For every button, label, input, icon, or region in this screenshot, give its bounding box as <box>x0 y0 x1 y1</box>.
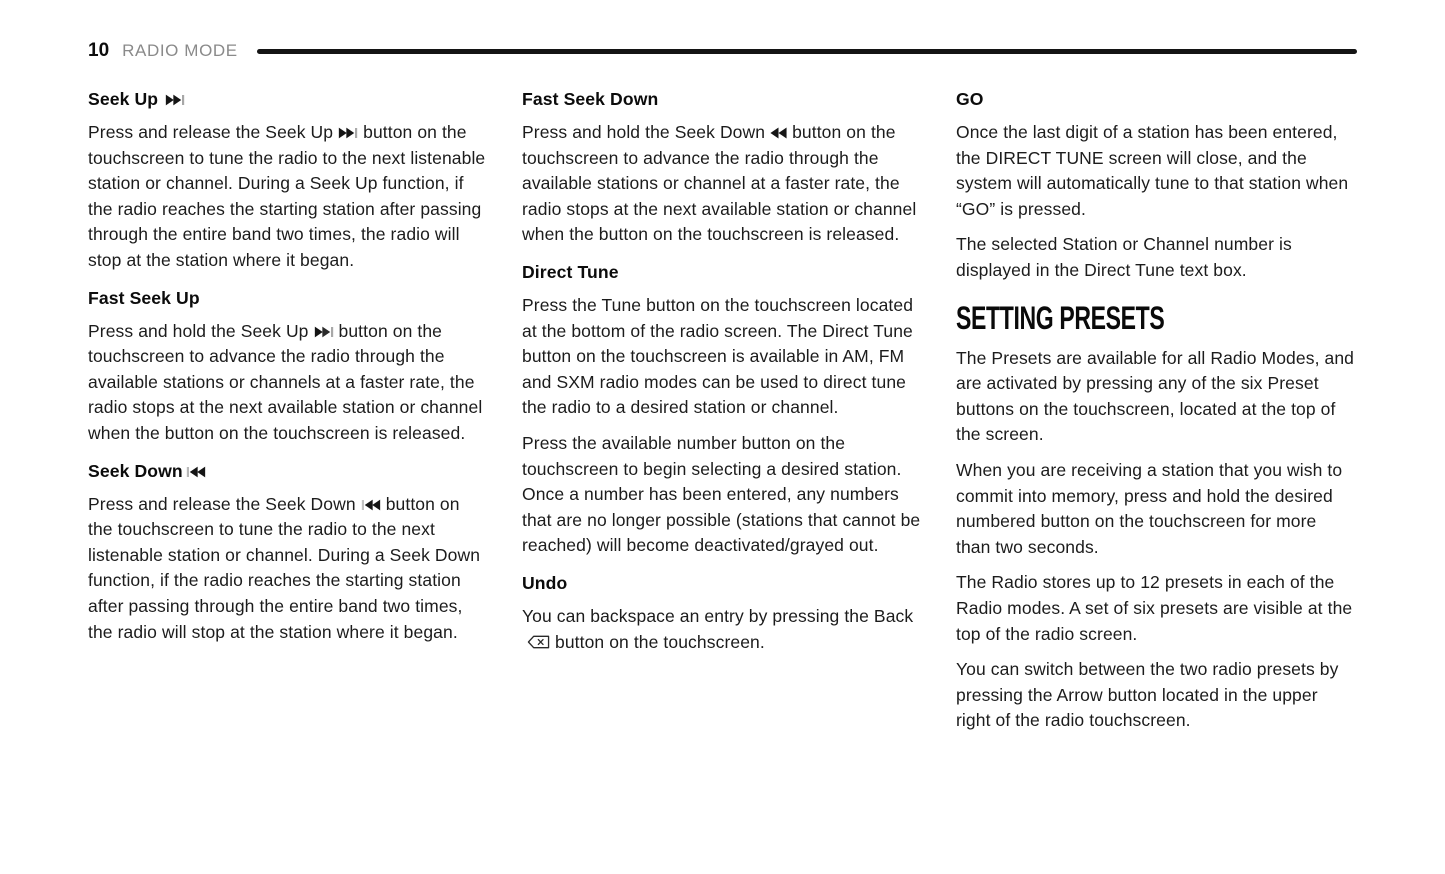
seek-down-heading <box>88 460 487 482</box>
setting-presets-paragraph-1: The Presets are available for all Radio Modes, and are activated by pressing any of the six Preset buttons on the touchscreen, located at the top of the screen. <box>956 347 1354 445</box>
paragraph-text: button on the touchscreen. <box>555 631 765 652</box>
page-header <box>88 41 1357 61</box>
column-middle <box>522 88 921 744</box>
fast-seek-down-heading: Fast Seek Down <box>522 89 659 109</box>
undo-heading: Undo <box>522 572 568 593</box>
chapter-title: RADIO MODE <box>122 41 238 60</box>
seek-down-paragraph <box>88 492 487 646</box>
paragraph-text: Press and release the Seek Down <box>88 493 356 514</box>
go-paragraph-1: Once the last digit of a station has been entered, the DIRECT TUNE screen will close, and the system will automatically tune to that station when “GO” is pressed. <box>956 122 1349 219</box>
undo-paragraph <box>522 604 921 655</box>
setting-presets-paragraph-2: When you are receiving a station that you wish to commit into memory, press and hold the desired numbered button on the touchscreen for more than two seconds. <box>956 459 1343 557</box>
setting-presets-paragraph-3: The Radio stores up to 12 presets in each of the Radio modes. A set of six presets are visible at the top of the radio screen. <box>956 572 1353 644</box>
seek-up-heading <box>88 88 487 110</box>
paragraph-text: Press and release the Seek Up <box>88 122 334 142</box>
heading-text: Seek Up <box>88 89 159 109</box>
heading-text: Seek Down <box>88 460 183 481</box>
go-heading: GO <box>956 89 984 109</box>
paragraph-text: button on the touchscreen to advance the radio through the available stations or channels at a faster rate, the radio stops at the next available station or channel when the button on the touchscreen is released. <box>88 320 483 443</box>
direct-tune-paragraph-1: Press the Tune button on the touchscreen located at the bottom of the radio screen. The Direct Tune button on the touchscreen is available in AM, FM and SXM radio modes can be used to direct tune the radio to a desired station or channel. <box>522 294 914 418</box>
skip-back-icon <box>186 466 206 478</box>
backspace-icon <box>527 635 550 649</box>
paragraph-text: button on the touchscreen to advance the radio through the available stations or channel at a faster rate, the radio stops at the next available station or channel when the button on the touchscreen is released. <box>522 122 917 245</box>
paragraph-text: Press and hold the Seek Down <box>522 122 766 142</box>
rewind-icon <box>770 127 787 139</box>
fast-seek-down-paragraph <box>522 120 921 248</box>
setting-presets-heading: SETTING PRESETS <box>956 299 1165 336</box>
paragraph-text: Press and hold the Seek Up <box>88 320 309 341</box>
skip-forward-icon <box>338 127 358 139</box>
header-rule <box>257 49 1357 54</box>
column-right <box>956 88 1355 744</box>
page-number: 10 <box>88 40 110 61</box>
fast-seek-up-paragraph <box>88 319 487 447</box>
skip-forward-icon <box>314 326 334 338</box>
skip-back-icon <box>361 499 381 511</box>
paragraph-text: button on the touchscreen to tune the radio to the next listenable station or channel. During a Seek Down function, if the radio reaches the starting station after passing through the entire band two times, the radio will stop at the station where it began. <box>88 493 481 642</box>
direct-tune-heading: Direct Tune <box>522 261 619 282</box>
setting-presets-paragraph-4: You can switch between the two radio presets by pressing the Arrow button located in the upper right of the radio touchscreen. <box>956 659 1339 731</box>
fast-seek-up-heading: Fast Seek Up <box>88 287 200 308</box>
skip-forward-icon <box>165 94 185 106</box>
content-columns <box>88 88 1357 744</box>
seek-up-paragraph <box>88 120 487 274</box>
direct-tune-paragraph-2: Press the available number button on the touchscreen to begin selecting a desired station. Once a number has been entered, any numbers that are no longer possible (stations that cannot be reached) will become deactivated/grayed out. <box>522 432 921 556</box>
go-paragraph-2: The selected Station or Channel number is displayed in the Direct Tune text box. <box>956 234 1292 280</box>
paragraph-text: button on the touchscreen to tune the radio to the next listenable station or channel. During a Seek Up function, if the radio reaches the starting station after passing through the entire band two times, the radio will stop at the station where it began. <box>88 122 486 270</box>
paragraph-text: You can backspace an entry by pressing the Back <box>522 605 914 626</box>
column-left <box>88 88 487 744</box>
